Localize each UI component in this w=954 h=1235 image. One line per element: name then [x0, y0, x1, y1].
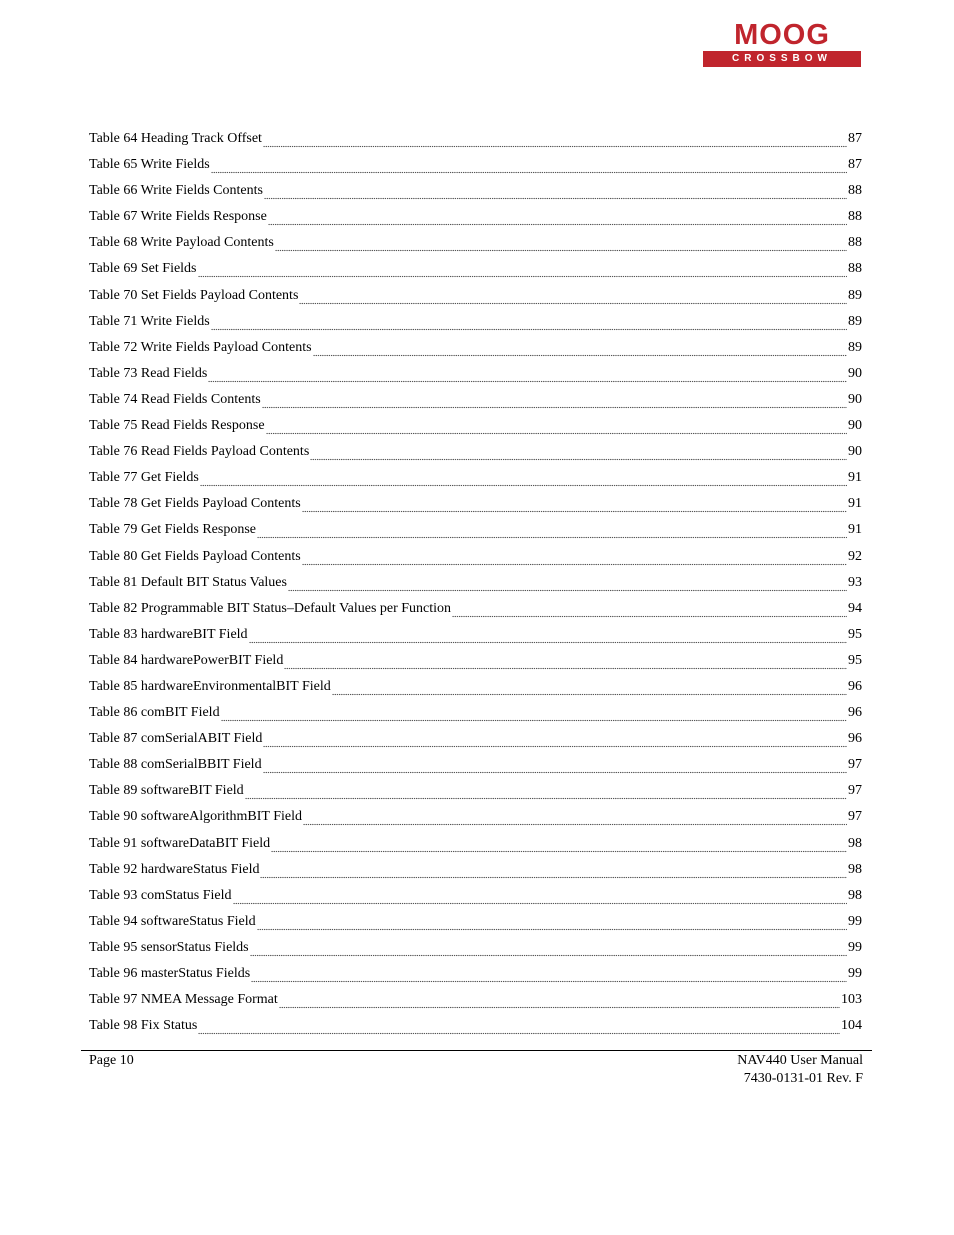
toc-entry-title: Table 82 Programmable BIT Status–Default Values per Function	[89, 600, 452, 616]
toc-entry-title: Table 65 Write Fields	[89, 157, 210, 173]
toc-entry-page: 90	[848, 418, 862, 434]
toc-entry-title: Table 97 NMEA Message Format	[89, 992, 278, 1008]
toc-entry-title: Table 93 comStatus Field	[89, 887, 232, 903]
toc-entry-page: 90	[848, 365, 862, 381]
toc-dot-leader	[250, 935, 847, 961]
toc-entry-page: 88	[848, 183, 862, 199]
toc-entry[interactable]	[89, 961, 862, 987]
toc-entry[interactable]	[89, 283, 862, 309]
toc-entry[interactable]	[89, 752, 862, 778]
footer-document-info	[737, 1052, 863, 1088]
toc-entry[interactable]	[89, 987, 862, 1013]
toc-entry[interactable]	[89, 570, 862, 596]
toc-dot-leader	[299, 283, 847, 309]
toc-entry-page: 93	[848, 574, 862, 590]
toc-entry[interactable]	[89, 335, 862, 361]
toc-entry[interactable]	[89, 648, 862, 674]
toc-entry-page: 95	[848, 626, 862, 642]
toc-dot-leader	[221, 700, 847, 726]
toc-dot-leader	[303, 804, 847, 830]
toc-dot-leader	[313, 335, 847, 361]
toc-entry-page: 98	[848, 835, 862, 851]
toc-entry-page: 88	[848, 235, 862, 251]
toc-entry-title: Table 89 softwareBIT Field	[89, 783, 244, 799]
toc-entry[interactable]	[89, 517, 862, 543]
toc-dot-leader	[249, 622, 847, 648]
toc-entry-title: Table 86 comBIT Field	[89, 705, 220, 721]
toc-dot-leader	[452, 596, 847, 622]
toc-entry[interactable]	[89, 909, 862, 935]
toc-entry-title: Table 94 softwareStatus Field	[89, 913, 256, 929]
toc-entry-title: Table 88 comSerialBBIT Field	[89, 757, 262, 773]
toc-entry-page: 99	[848, 913, 862, 929]
toc-entry[interactable]	[89, 439, 862, 465]
toc-entry-title: Table 95 sensorStatus Fields	[89, 939, 249, 955]
list-of-tables	[89, 126, 862, 1039]
toc-entry-title: Table 77 Get Fields	[89, 470, 199, 486]
toc-entry[interactable]	[89, 596, 862, 622]
toc-entry-page: 89	[848, 339, 862, 355]
toc-entry[interactable]	[89, 1013, 862, 1039]
toc-entry[interactable]	[89, 622, 862, 648]
toc-entry[interactable]	[89, 857, 862, 883]
toc-entry-page: 92	[848, 548, 862, 564]
toc-entry-title: Table 92 hardwareStatus Field	[89, 861, 260, 877]
toc-entry-title: Table 91 softwareDataBIT Field	[89, 835, 271, 851]
toc-entry-page: 88	[848, 261, 862, 277]
toc-entry-title: Table 64 Heading Track Offset	[89, 131, 262, 146]
toc-entry[interactable]	[89, 230, 862, 256]
toc-entry-title: Table 83 hardwareBIT Field	[89, 626, 248, 642]
toc-entry-page: 96	[848, 678, 862, 694]
moog-crossbow-logo	[703, 19, 861, 68]
toc-entry-title: Table 76 Read Fields Payload Contents	[89, 444, 310, 460]
toc-dot-leader	[263, 726, 847, 752]
toc-entry[interactable]	[89, 491, 862, 517]
toc-entry-title: Table 96 masterStatus Fields	[89, 966, 251, 981]
toc-entry[interactable]	[89, 778, 862, 804]
toc-entry[interactable]	[89, 831, 862, 857]
toc-entry-page: 94	[848, 600, 862, 616]
toc-entry[interactable]	[89, 726, 862, 752]
toc-entry-title: Table 84 hardwarePowerBIT Field	[89, 652, 284, 668]
toc-entry-page: 98	[848, 861, 862, 877]
toc-entry-title: Table 90 softwareAlgorithmBIT Field	[89, 809, 303, 825]
toc-dot-leader	[233, 883, 847, 909]
toc-dot-leader	[257, 517, 847, 543]
toc-dot-leader	[279, 987, 840, 1013]
toc-entry-page: 91	[848, 470, 862, 486]
toc-dot-leader	[211, 309, 847, 335]
toc-entry-page: 95	[848, 652, 862, 668]
toc-entry-title: Table 70 Set Fields Payload Contents	[89, 287, 299, 303]
toc-entry-page: 89	[848, 287, 862, 303]
toc-entry-title: Table 80 Get Fields Payload Contents	[89, 548, 301, 564]
toc-entry[interactable]	[89, 804, 862, 830]
footer-document-number: 7430-0131-01 Rev. F	[743, 1071, 863, 1086]
toc-entry[interactable]	[89, 256, 862, 282]
logo-wordmark: MOOG	[734, 19, 830, 51]
toc-entry-title: Table 66 Write Fields Contents	[89, 183, 263, 199]
logo-subtitle-bar: CROSSBOW	[703, 51, 861, 67]
toc-dot-leader	[257, 909, 847, 935]
toc-entry-title: Table 81 Default BIT Status Values	[89, 574, 287, 590]
toc-dot-leader	[200, 465, 847, 491]
toc-dot-leader	[263, 752, 847, 778]
toc-entry-page: 91	[848, 522, 862, 538]
toc-dot-leader	[268, 204, 847, 230]
toc-dot-leader	[310, 439, 847, 465]
toc-entry[interactable]	[89, 361, 862, 387]
toc-entry-page: 97	[848, 783, 862, 799]
toc-dot-leader	[263, 126, 847, 152]
toc-entry-page: 88	[848, 209, 862, 225]
toc-entry-title: Table 87 comSerialABIT Field	[89, 731, 263, 747]
toc-dot-leader	[275, 230, 847, 256]
toc-entry-title: Table 71 Write Fields	[89, 313, 210, 329]
toc-entry-page: 91	[848, 496, 862, 512]
toc-entry[interactable]	[89, 126, 862, 152]
toc-entry[interactable]	[89, 178, 862, 204]
toc-entry[interactable]	[89, 204, 862, 230]
toc-entry-page: 87	[848, 131, 862, 146]
toc-dot-leader	[208, 361, 847, 387]
toc-entry-page: 98	[848, 887, 862, 903]
toc-dot-leader	[211, 152, 847, 178]
toc-dot-leader	[302, 491, 847, 517]
toc-dot-leader	[302, 544, 847, 570]
toc-entry-page: 104	[841, 1018, 862, 1034]
toc-entry-page: 99	[848, 966, 862, 981]
toc-dot-leader	[266, 413, 847, 439]
toc-entry-page: 89	[848, 313, 862, 329]
toc-dot-leader	[260, 857, 847, 883]
toc-dot-leader	[271, 831, 847, 857]
toc-dot-leader	[198, 1013, 840, 1039]
toc-dot-leader	[262, 387, 847, 413]
toc-entry-title: Table 69 Set Fields	[89, 261, 197, 277]
toc-entry-page: 97	[848, 809, 862, 825]
toc-entry-page: 97	[848, 757, 862, 773]
toc-entry-title: Table 72 Write Fields Payload Contents	[89, 339, 312, 355]
toc-entry-page: 96	[848, 731, 862, 747]
toc-entry-title: Table 75 Read Fields Response	[89, 418, 265, 434]
toc-dot-leader	[198, 256, 847, 282]
toc-dot-leader	[288, 570, 847, 596]
toc-entry-page: 99	[848, 939, 862, 955]
toc-entry-page: 96	[848, 705, 862, 721]
toc-entry[interactable]	[89, 674, 862, 700]
toc-entry-title: Table 68 Write Payload Contents	[89, 235, 274, 251]
toc-entry[interactable]	[89, 883, 862, 909]
toc-entry-page: 103	[841, 992, 862, 1008]
toc-entry[interactable]	[89, 387, 862, 413]
toc-entry-page: 90	[848, 444, 862, 460]
toc-entry-title: Table 73 Read Fields	[89, 365, 208, 381]
toc-dot-leader	[251, 961, 847, 987]
toc-entry[interactable]	[89, 544, 862, 570]
toc-entry-title: Table 74 Read Fields Contents	[89, 391, 261, 407]
toc-entry-page: 87	[848, 157, 862, 173]
footer-divider	[81, 1050, 872, 1051]
toc-dot-leader	[284, 648, 847, 674]
toc-entry-title: Table 67 Write Fields Response	[89, 209, 267, 225]
toc-dot-leader	[245, 778, 847, 804]
toc-entry[interactable]	[89, 413, 862, 439]
toc-entry[interactable]	[89, 465, 862, 491]
toc-entry-title: Table 85 hardwareEnvironmentalBIT Field	[89, 678, 331, 694]
toc-dot-leader	[332, 674, 847, 700]
toc-dot-leader	[264, 178, 847, 204]
toc-entry[interactable]	[89, 935, 862, 961]
footer-page-number: Page 10	[89, 1053, 134, 1068]
toc-entry[interactable]	[89, 152, 862, 178]
toc-entry-title: Table 98 Fix Status	[89, 1018, 198, 1034]
toc-entry-title: Table 79 Get Fields Response	[89, 522, 256, 538]
toc-entry-title: Table 78 Get Fields Payload Contents	[89, 496, 301, 512]
toc-entry[interactable]	[89, 700, 862, 726]
toc-entry[interactable]	[89, 309, 862, 335]
toc-entry-page: 90	[848, 391, 862, 407]
footer-document-title: NAV440 User Manual	[737, 1053, 863, 1068]
